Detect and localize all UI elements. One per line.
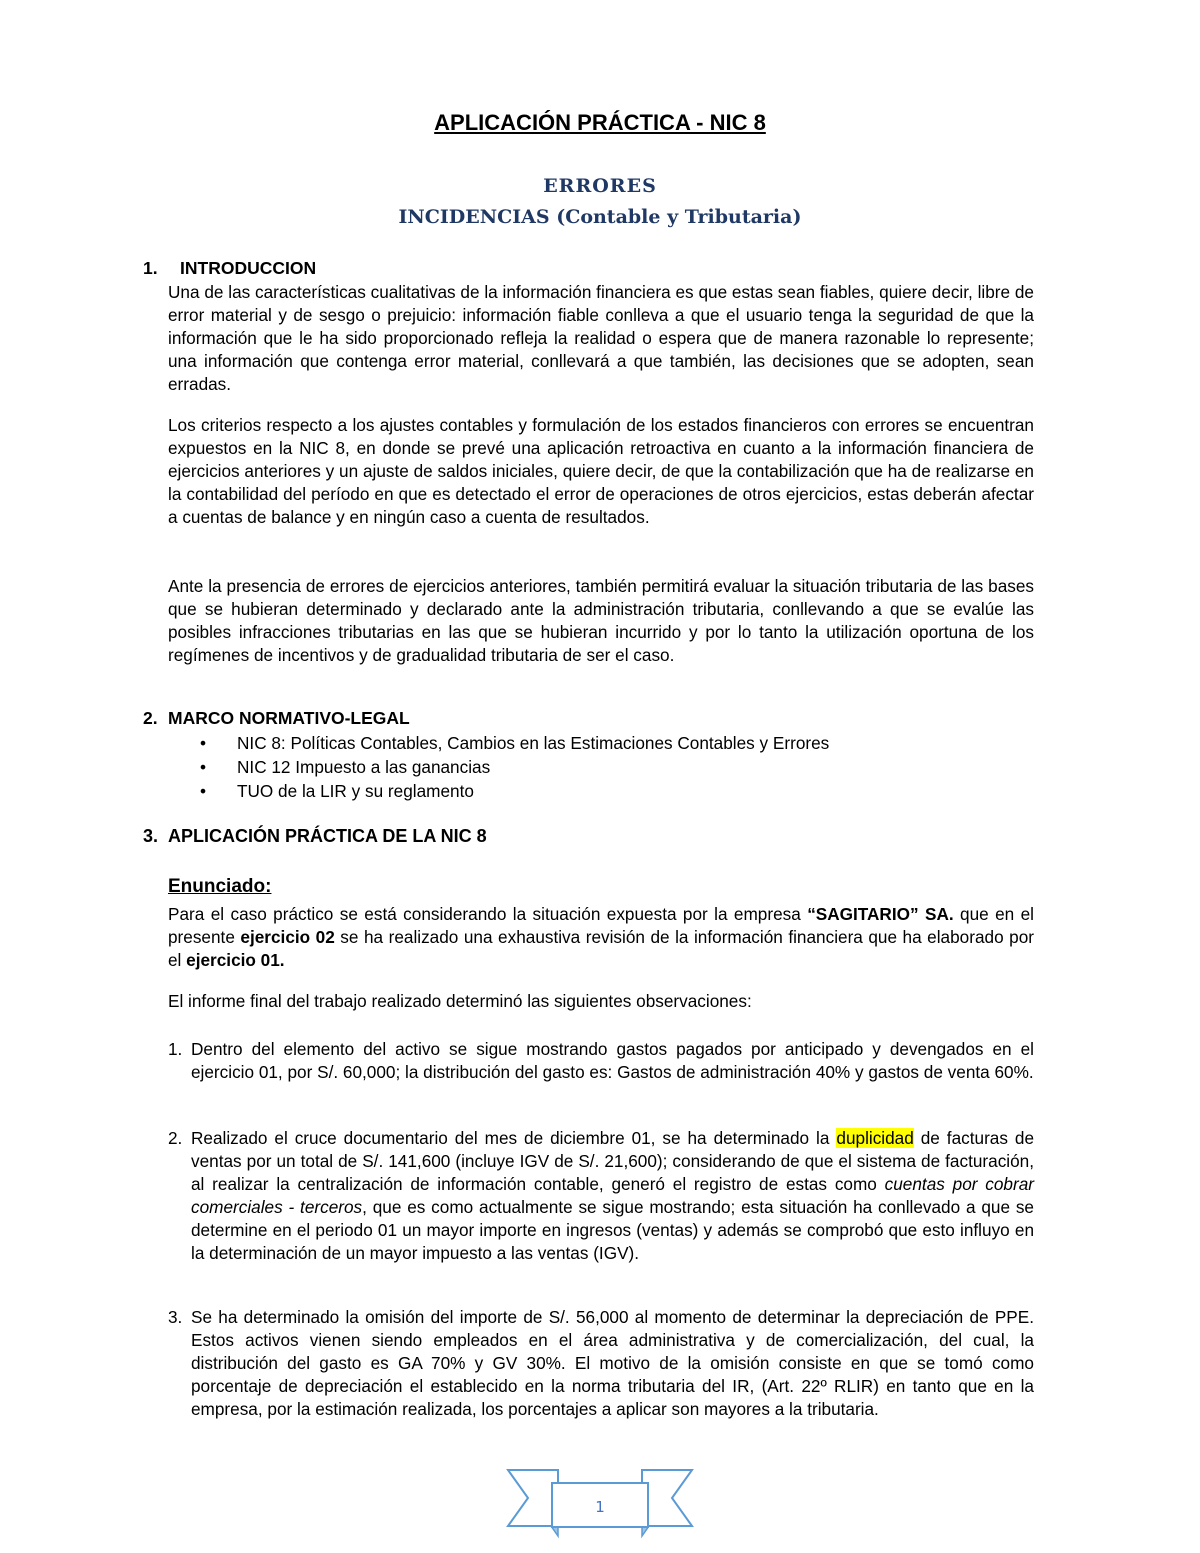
intro-part: Para el caso práctico se está considerando la situación expuesta por la empresa bbox=[168, 904, 808, 924]
section-3-number: 3. bbox=[143, 826, 159, 846]
section-2-heading bbox=[143, 708, 410, 729]
exercise-01: ejercicio 01. bbox=[186, 950, 285, 970]
section-1-heading bbox=[143, 258, 316, 279]
observation-text: , que es como actualmente se sigue mostrando; esta situación ha conllevado a que se determine en el periodo 01 un mayor importe en ingresos (ventas) y además se comprobó que esto influyo en la determinación de un mayor impuesto a las ventas (IGV). bbox=[191, 1197, 1034, 1263]
observation-text: de facturas de ventas por un total de S/. 141,600 (incluye IGV de S/. 21,600); considerando de que el sistema de facturación, al realizar la centralización de información contable, generó el registro de estas como bbox=[191, 1128, 1035, 1194]
page-number: 1 bbox=[551, 1482, 649, 1528]
section-2-title: MARCO NORMATIVO-LEGAL bbox=[168, 708, 410, 728]
intro-paragraph-3 bbox=[168, 575, 1034, 667]
observation-3 bbox=[168, 1306, 1034, 1421]
italic-term: cuentas por cobrar comerciales - terceros bbox=[191, 1174, 1034, 1217]
exercise-02: ejercicio 02 bbox=[240, 927, 335, 947]
enunciado-paragraph bbox=[168, 903, 1034, 972]
company-name: “SAGITARIO” SA. bbox=[807, 904, 954, 924]
intro-part: que en el presente bbox=[168, 904, 1034, 947]
intro-paragraph-1 bbox=[168, 281, 1034, 396]
observation-text: Se ha determinado la omisión del importe de S/. 56,000 al momento de determinar la depreciación de PPE. Estos activos vienen siendo empleados en el área administrativa y de comercialización, del cual, la distribución del gasto es GA 70% y GV 30%. El motivo de la omisión consiste en que se tomó como porcentaje de depreciación el establecido en la norma tributaria del IR, (Art. 22º RLIR) en tanto que en la empresa, por la estimación realizada, los porcentajes a aplicar son mayores a la tributaria. bbox=[191, 1307, 1034, 1419]
observation-2 bbox=[168, 1127, 1034, 1265]
subtitle-incidencias: INCIDENCIAS (Contable y Tributaria) bbox=[398, 206, 802, 228]
intro-text-1: Una de las características cualitativas de la información financiera es que estas sean fiables, quiere decir, libre de error material y de sesgo o prejuicio: información fiable conlleva a que el usuario tenga la seguridad de que la información que le ha sido proporcionado refleja la realidad o espera que de manera razonable lo represente; una información que contenga error material, conllevará a que también, las decisiones que se adopten, sean erradas. bbox=[168, 282, 1034, 394]
list-item: • NIC 8: Políticas Contables, Cambios en las Estimaciones Contables y Errores bbox=[200, 731, 829, 755]
intro-text-2: Los criterios respecto a los ajustes contables y formulación de los estados financieros con errores se encuentran expuestos en la NIC 8, en donde se prevé una aplicación retroactiva en cuanto a la información financiera de ejercicios anteriores y un ajuste de saldos iniciales, quiere decir, de que la contabilización que ha de realizarse en la contabilidad del período en que es detectado el error de operaciones de otros ejercicios, estas deberán afectar a cuentas de balance y en ningún caso a cuenta de resultados. bbox=[168, 415, 1034, 527]
observation-number: 1. bbox=[168, 1039, 183, 1059]
document-title: APLICACIÓN PRÁCTICA - NIC 8 bbox=[434, 110, 766, 135]
section-2-number: 2. bbox=[143, 708, 158, 728]
informe-paragraph bbox=[168, 990, 1034, 1013]
section-3-heading bbox=[143, 826, 487, 847]
normative-list bbox=[200, 731, 829, 803]
intro-paragraph-2 bbox=[168, 414, 1034, 529]
intro-part: se ha realizado una exhaustiva revisión de la información financiera que ha elaborado por el bbox=[168, 927, 1034, 970]
intro-text-3: Ante la presencia de errores de ejercicios anteriores, también permitirá evaluar la situación tributaria de las bases que se hubieran determinado y declarado ante la administración tributaria, conllevando a que se evalúe las posibles infracciones tributarias en las que se hubieran incurrido y por lo tanto la utilización oportuna de los regímenes de incentivos y de gradualidad tributaria de ser el caso. bbox=[168, 576, 1034, 665]
observation-text: Realizado el cruce documentario del mes de diciembre 01, se ha determinado la bbox=[191, 1128, 837, 1148]
section-1-number: 1. bbox=[143, 258, 158, 278]
enunciado-label: Enunciado: bbox=[168, 876, 272, 897]
list-item: • NIC 12 Impuesto a las ganancias bbox=[200, 755, 829, 779]
observation-1 bbox=[168, 1038, 1034, 1084]
observation-number: 2. bbox=[168, 1128, 183, 1148]
observation-number: 3. bbox=[168, 1307, 183, 1327]
subtitle-errores: ERRORES bbox=[543, 175, 657, 197]
highlighted-word: duplicidad bbox=[836, 1128, 914, 1148]
observation-text: Dentro del elemento del activo se sigue mostrando gastos pagados por anticipado y devengados en el ejercicio 01, por S/. 60,000; la distribución del gasto es: Gastos de administración 40% y gastos de venta 60%. bbox=[191, 1039, 1034, 1082]
informe-text: El informe final del trabajo realizado determinó las siguientes observaciones: bbox=[168, 991, 752, 1011]
list-item: • TUO de la LIR y su reglamento bbox=[200, 779, 829, 803]
section-3-title: APLICACIÓN PRÁCTICA DE LA NIC 8 bbox=[168, 826, 487, 846]
section-1-title: INTRODUCCION bbox=[180, 258, 317, 278]
